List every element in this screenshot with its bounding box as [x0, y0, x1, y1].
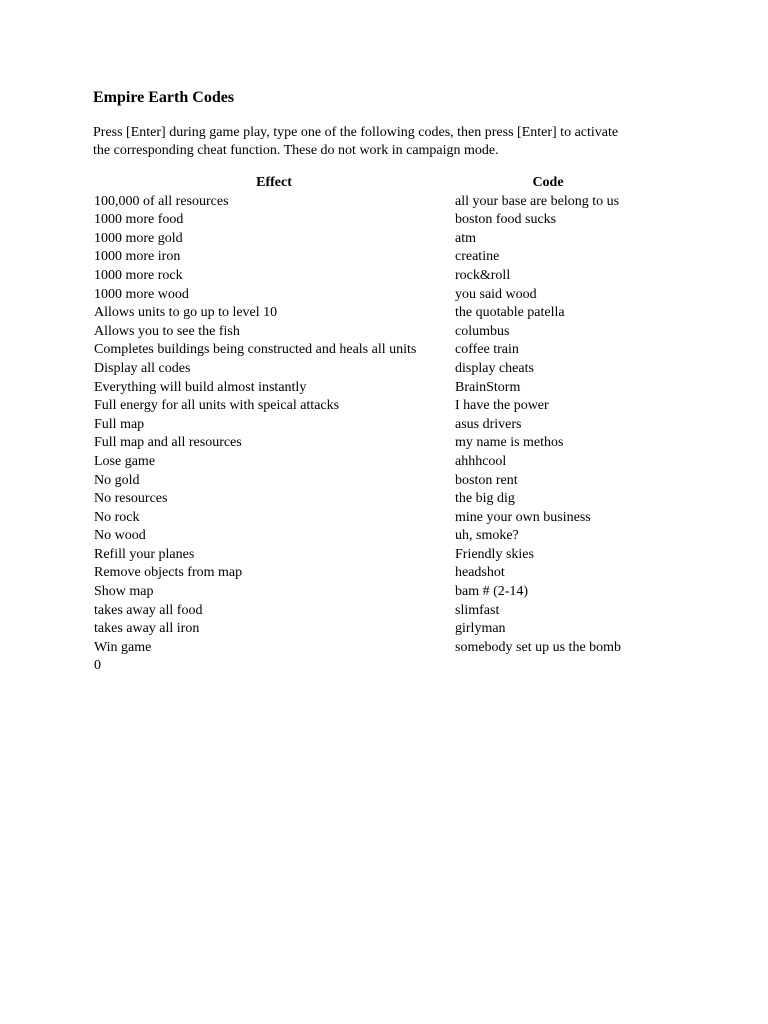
- code-cell: asus drivers: [455, 416, 522, 432]
- code-cell: I have the power: [455, 398, 549, 414]
- code-cell: the big dig: [455, 491, 515, 507]
- table-row: [93, 583, 693, 602]
- effect-cell: Full map: [94, 416, 145, 432]
- code-cell: creatine: [455, 249, 500, 265]
- effect-cell: 1000 more rock: [94, 267, 183, 283]
- table-row: [93, 193, 693, 212]
- table-row: [93, 360, 693, 379]
- table-row: [93, 397, 693, 416]
- table-row: [93, 323, 693, 342]
- effect-cell: Everything will build almost instantly: [94, 379, 307, 395]
- code-cell: boston rent: [455, 472, 518, 488]
- table-row: [93, 416, 693, 435]
- code-cell: girlyman: [455, 621, 506, 637]
- effect-column-header: Effect: [256, 175, 292, 190]
- trailing-text: 0: [94, 658, 101, 673]
- intro-paragraph: [93, 124, 693, 159]
- table-row: [93, 639, 693, 658]
- effect-cell: 1000 more gold: [94, 230, 183, 246]
- table-row: [93, 211, 693, 230]
- table-row: [93, 248, 693, 267]
- table-row: [93, 602, 693, 621]
- code-cell: atm: [455, 230, 476, 246]
- table-row: [93, 453, 693, 472]
- code-cell: rock&roll: [455, 267, 511, 283]
- table-row: [93, 304, 693, 323]
- code-cell: ahhhcool: [455, 453, 507, 469]
- table-row: [93, 379, 693, 398]
- code-cell: slimfast: [455, 602, 500, 618]
- effect-cell: Allows you to see the fish: [94, 323, 240, 339]
- effect-cell: Show map: [94, 584, 154, 600]
- code-cell: uh, smoke?: [455, 528, 519, 544]
- effect-cell: Full energy for all units with speical attacks: [94, 398, 340, 414]
- code-cell: somebody set up us the bomb: [455, 639, 622, 655]
- code-cell: display cheats: [455, 360, 534, 376]
- effect-cell: Refill your planes: [94, 546, 195, 562]
- effect-cell: No resources: [94, 491, 168, 507]
- code-cell: Friendly skies: [455, 546, 534, 562]
- effect-cell: takes away all iron: [94, 621, 200, 637]
- effect-cell: Remove objects from map: [94, 565, 243, 581]
- table-header-row: [93, 174, 693, 193]
- code-cell: you said wood: [455, 286, 537, 302]
- effect-cell: Completes buildings being constructed and heals all units: [94, 342, 417, 358]
- code-cell: boston food sucks: [455, 212, 557, 228]
- effect-cell: Display all codes: [94, 360, 191, 376]
- table-row: [93, 267, 693, 286]
- code-cell: mine your own business: [455, 509, 591, 525]
- effect-cell: 1000 more food: [94, 212, 184, 228]
- table-row: [93, 286, 693, 305]
- code-cell: BrainStorm: [455, 379, 521, 395]
- table-row: [93, 546, 693, 565]
- code-column-header: Code: [532, 175, 564, 190]
- codes-table: [93, 174, 693, 657]
- table-row: [93, 472, 693, 491]
- effect-cell: 1000 more wood: [94, 286, 189, 302]
- table-row: [93, 527, 693, 546]
- effect-cell: Lose game: [94, 453, 156, 469]
- effect-cell: Allows units to go up to level 10: [94, 305, 278, 321]
- table-row: [93, 434, 693, 453]
- table-row: [93, 620, 693, 639]
- table-row: [93, 341, 693, 360]
- intro-line: Press [Enter] during game play, type one of the following codes, then press [Enter] to activate: [93, 125, 619, 140]
- code-cell: my name is methos: [455, 435, 564, 451]
- effect-cell: No rock: [94, 509, 140, 525]
- effect-cell: Full map and all resources: [94, 435, 242, 451]
- code-cell: the quotable patella: [455, 305, 565, 321]
- effect-cell: takes away all food: [94, 602, 203, 618]
- effect-cell: Win game: [94, 639, 152, 655]
- code-cell: coffee train: [455, 342, 519, 358]
- code-cell: all your base are belong to us: [455, 193, 620, 209]
- effect-cell: 1000 more iron: [94, 249, 181, 265]
- effect-cell: No wood: [94, 528, 146, 544]
- table-row: [93, 490, 693, 509]
- code-cell: bam # (2-14): [455, 584, 529, 600]
- document-title: Empire Earth Codes: [93, 89, 235, 106]
- effect-cell: No gold: [94, 472, 140, 488]
- intro-line: the corresponding cheat function. These do not work in campaign mode.: [93, 142, 499, 158]
- table-row: [93, 509, 693, 528]
- table-row: [93, 230, 693, 249]
- code-cell: columbus: [455, 323, 510, 339]
- effect-cell: 100,000 of all resources: [94, 193, 229, 209]
- code-cell: headshot: [455, 565, 505, 581]
- table-row: [93, 564, 693, 583]
